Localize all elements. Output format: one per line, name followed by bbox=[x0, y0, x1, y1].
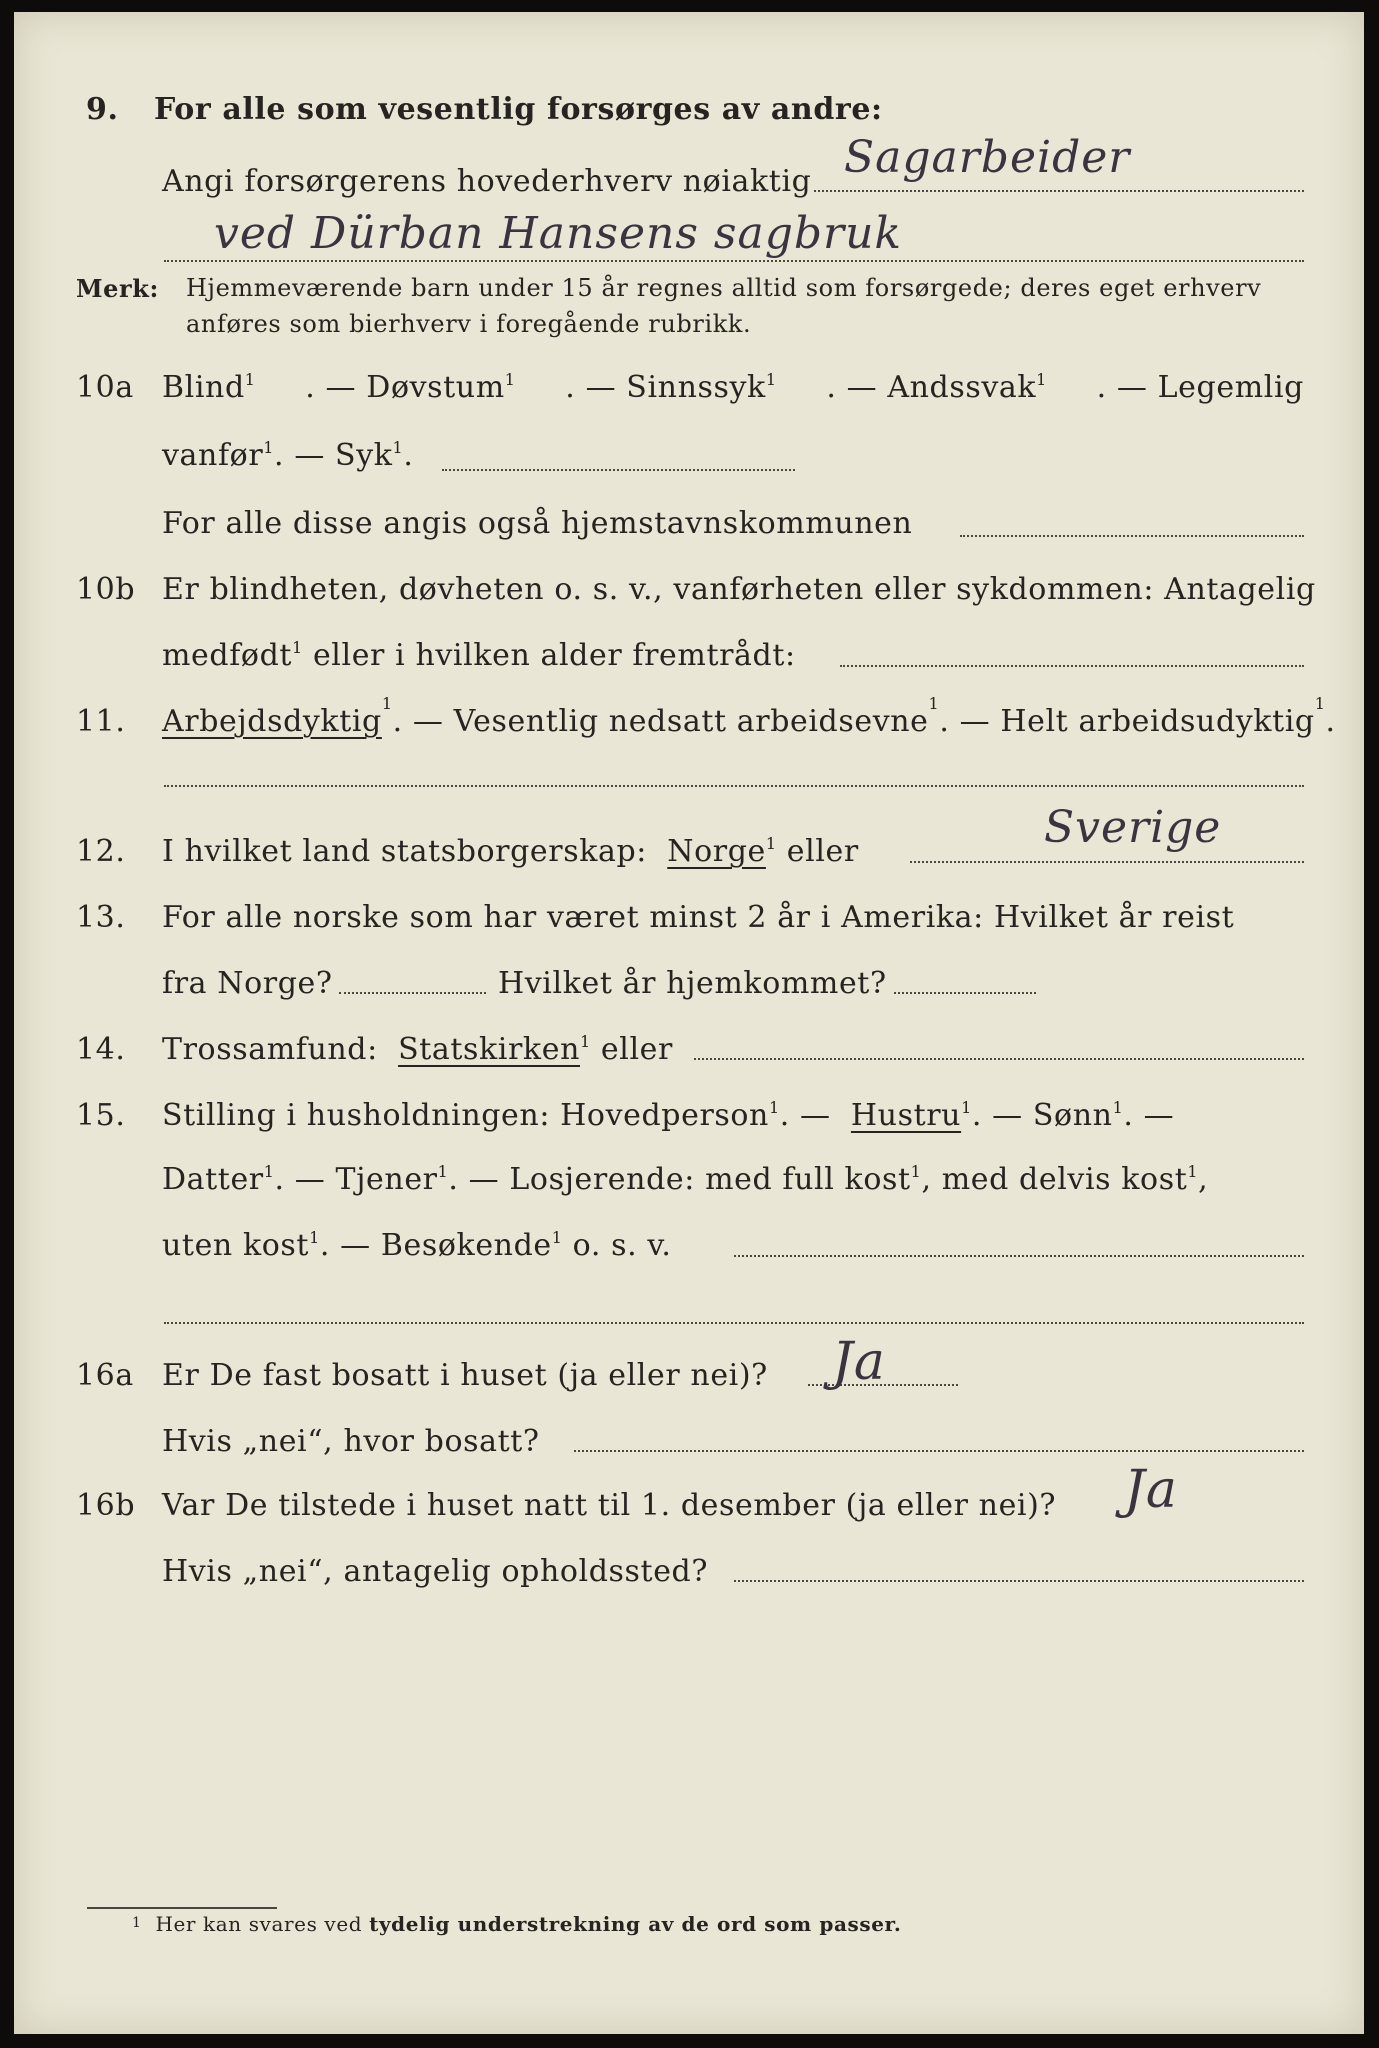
q14-statskirken: Statskirken bbox=[398, 1032, 580, 1067]
q15-line-3: uten kost$^1$. — Besøkende$^1$ o. s. v. bbox=[162, 1228, 672, 1263]
q13-line-1: For alle norske som har været minst 2 år i Amerika: Hvilket år reist bbox=[162, 900, 1235, 935]
q12-line: I hvilket land statsborgerskap: Norge$^1$ eller bbox=[162, 834, 859, 869]
q13-line-2a: fra Norge? bbox=[162, 966, 333, 1001]
q11-arbeidsdyktig: Arbejdsdyktig bbox=[162, 704, 382, 739]
footnote: $^1$ Her kan svares ved tydelig understrekning av de ord som passer. bbox=[132, 1912, 902, 1936]
q15-answer-line bbox=[734, 1255, 1304, 1257]
q10a-line-3: For alle disse angis også hjemstavnskommunen bbox=[162, 506, 913, 541]
merk-line-1: Hjemmeværende barn under 15 år regnes alltid som forsørgede; deres eget erhverv bbox=[186, 274, 1262, 302]
q13-line-2b: Hvilket år hjemkommet? bbox=[498, 966, 887, 1001]
q16b-number: 16b bbox=[76, 1488, 136, 1523]
q11-options: Arbejdsdyktig 1 . — Vesentlig nedsatt arbeidsevne 1 . — Helt arbeidsudyktig 1 . bbox=[162, 694, 1336, 739]
q10a-dovstum: . — Døvstum$^1$ bbox=[305, 370, 516, 405]
merk-label: Merk: bbox=[76, 274, 159, 303]
q12-number: 12. bbox=[76, 834, 126, 869]
q9-prompt: Angi forsørgerens hovederhverv nøiaktig bbox=[162, 164, 812, 199]
q10b-answer-line bbox=[840, 665, 1304, 667]
q15-hustru: Hustru bbox=[850, 1098, 962, 1133]
q9-handwritten-answer-2: ved Dürban Hansens sagbruk bbox=[214, 208, 903, 259]
q12-norge: Norge bbox=[667, 834, 766, 869]
footnote-rule bbox=[87, 1907, 277, 1909]
q10a-line-1 bbox=[162, 370, 1304, 405]
q10b-line-2: medfødt$^1$ eller i hvilken alder fremtrådt: bbox=[162, 638, 796, 673]
q9-number: 9. bbox=[86, 92, 119, 127]
q10b-line-1: Er blindheten, døvheten o. s. v., vanførheten eller sykdommen: Antagelig bbox=[162, 572, 1316, 607]
census-form-page bbox=[14, 12, 1364, 2034]
q16b-line-2: Hvis „nei“, antagelig opholdssted? bbox=[162, 1554, 709, 1589]
q14-number: 14. bbox=[76, 1032, 126, 1067]
q15-line-1: Stilling i husholdningen: Hovedperson$^1$. — Hustru$^1$. — Sønn$^1$. — bbox=[162, 1098, 1175, 1133]
q16b-line-1: Var De tilstede i huset natt til 1. desember (ja eller nei)? bbox=[162, 1488, 1057, 1523]
q16b-opholdssted-line bbox=[734, 1580, 1304, 1582]
q13-number: 13. bbox=[76, 900, 126, 935]
q10a-line-2: vanfør$^1$. — Syk$^1$. bbox=[162, 438, 414, 473]
q11-number: 11. bbox=[76, 704, 126, 739]
q16a-line-2: Hvis „nei“, hvor bosatt? bbox=[162, 1424, 540, 1459]
q9-answer-line-1 bbox=[814, 190, 1304, 192]
q11-extra-line bbox=[164, 785, 1304, 787]
q9-answer-line-2 bbox=[164, 260, 1304, 262]
q10a-andssvak: . — Andssvak$^1$ bbox=[826, 370, 1047, 405]
q16b-handwritten-answer: Ja bbox=[1124, 1460, 1178, 1520]
q16a-bosatt-line bbox=[574, 1450, 1304, 1452]
q10a-blind: Blind$^1$ bbox=[162, 370, 256, 405]
q10a-legemlig: . — Legemlig bbox=[1096, 370, 1304, 405]
q12-answer-line bbox=[910, 861, 1304, 863]
q15-number: 15. bbox=[76, 1098, 126, 1133]
q15-extra-line bbox=[164, 1322, 1304, 1324]
q10a-answer-line bbox=[442, 469, 795, 471]
q16a-number: 16a bbox=[76, 1358, 134, 1393]
q12-handwritten-answer: Sverige bbox=[1044, 802, 1222, 853]
q16a-handwritten-answer: Ja bbox=[832, 1332, 886, 1392]
q14-line: Trossamfund: Statskirken$^1$ eller bbox=[162, 1032, 673, 1067]
q15-line-2: Datter$^1$. — Tjener$^1$. — Losjerende: med full kost$^1$, med delvis kost$^1$, bbox=[162, 1162, 1209, 1197]
q13-reist-line bbox=[339, 992, 486, 994]
q9-handwritten-answer-1: Sagarbeider bbox=[844, 132, 1131, 183]
q14-answer-line bbox=[694, 1058, 1304, 1060]
merk-line-2: anføres som bierhverv i foregående rubrikk. bbox=[186, 310, 752, 338]
q10a-sinnssyk: . — Sinnssyk$^1$ bbox=[565, 370, 777, 405]
q9-heading: For alle som vesentlig forsørges av andre: bbox=[154, 92, 883, 127]
q10a-number: 10a bbox=[76, 370, 134, 405]
q10a-hjemstavn-line bbox=[960, 535, 1304, 537]
q16a-line-1: Er De fast bosatt i huset (ja eller nei)? bbox=[162, 1358, 768, 1393]
q10b-number: 10b bbox=[76, 572, 136, 607]
q13-hjemkommet-line bbox=[894, 992, 1036, 994]
